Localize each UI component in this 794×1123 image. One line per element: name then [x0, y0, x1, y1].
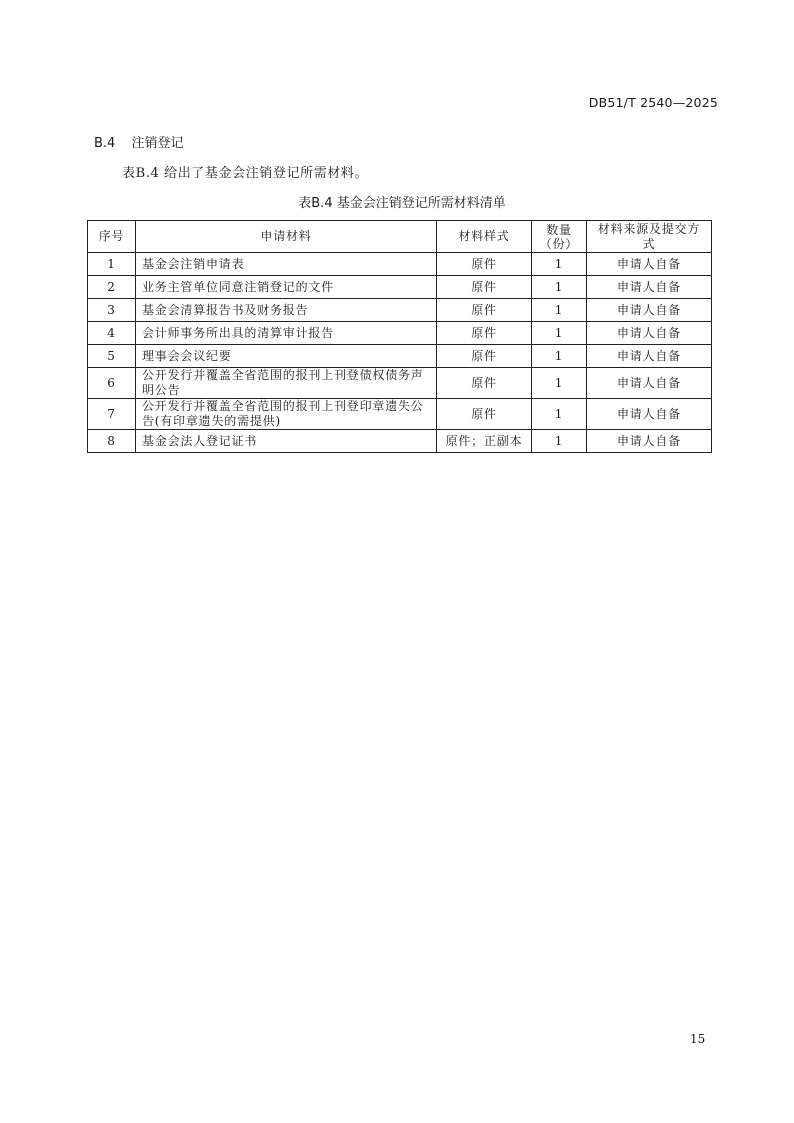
- header-form: 材料样式: [437, 221, 532, 253]
- cell-index: 6: [88, 368, 136, 399]
- table-caption: 表B.4 基金会注销登记所需材料清单: [298, 196, 506, 211]
- cell-material: 公开发行并覆盖全省范围的报刊上刊登印章遗失公告(有印章遗失的需提供): [136, 399, 437, 430]
- cell-form: 原件: [437, 322, 532, 345]
- table-header-row: [88, 221, 712, 253]
- cell-quantity: 1: [532, 345, 587, 368]
- cell-index: 3: [88, 299, 136, 322]
- cell-quantity: 1: [532, 399, 587, 430]
- cell-quantity: 1: [532, 322, 587, 345]
- cell-form: 原件: [437, 345, 532, 368]
- cell-quantity: 1: [532, 299, 587, 322]
- table-row: [88, 299, 712, 322]
- cell-index: 4: [88, 322, 136, 345]
- cell-source: 申请人自备: [587, 399, 712, 430]
- table-row: [88, 345, 712, 368]
- cell-source: 申请人自备: [587, 299, 712, 322]
- cell-material: 公开发行并覆盖全省范围的报刊上刊登债权债务声明公告: [136, 368, 437, 399]
- cell-form: 原件: [437, 368, 532, 399]
- cell-source: 申请人自备: [587, 322, 712, 345]
- cell-index: 8: [88, 430, 136, 453]
- cell-material: 基金会法人登记证书: [136, 430, 437, 453]
- table-row: [88, 399, 712, 430]
- cell-quantity: 1: [532, 430, 587, 453]
- cell-source: 申请人自备: [587, 253, 712, 276]
- table-row: [88, 253, 712, 276]
- document-code: DB51/T 2540—2025: [588, 95, 718, 110]
- page-number: 15: [690, 1032, 706, 1046]
- cell-form: 原件: [437, 299, 532, 322]
- header-material: 申请材料: [136, 221, 437, 253]
- cell-material: 基金会清算报告书及财务报告: [136, 299, 437, 322]
- table-row: [88, 276, 712, 299]
- intro-paragraph: 表B.4 给出了基金会注销登记所需材料。: [122, 166, 369, 181]
- cell-material: 基金会注销申请表: [136, 253, 437, 276]
- cell-quantity: 1: [532, 253, 587, 276]
- cell-quantity: 1: [532, 276, 587, 299]
- cell-form: 原件: [437, 399, 532, 430]
- cell-material: 会计师事务所出具的清算审计报告: [136, 322, 437, 345]
- cell-index: 1: [88, 253, 136, 276]
- materials-table: [87, 220, 712, 453]
- cell-source: 申请人自备: [587, 345, 712, 368]
- header-index: 序号: [88, 221, 136, 253]
- header-quantity: [532, 221, 587, 253]
- cell-source: 申请人自备: [587, 368, 712, 399]
- cell-form: 原件: [437, 253, 532, 276]
- cell-form: 原件；正副本: [437, 430, 532, 453]
- table-row: [88, 430, 712, 453]
- section-title: 注销登记: [131, 136, 184, 151]
- section-heading: [94, 132, 183, 151]
- cell-material: 理事会会议纪要: [136, 345, 437, 368]
- cell-material: 业务主管单位同意注销登记的文件: [136, 276, 437, 299]
- cell-index: 5: [88, 345, 136, 368]
- section-number: B.4: [94, 136, 116, 151]
- cell-form: 原件: [437, 276, 532, 299]
- header-quantity-line1: 数量: [546, 222, 572, 237]
- cell-index: 2: [88, 276, 136, 299]
- cell-index: 7: [88, 399, 136, 430]
- table-row: [88, 322, 712, 345]
- cell-source: 申请人自备: [587, 276, 712, 299]
- header-source: 材料来源及提交方式: [587, 221, 712, 253]
- table-row: [88, 368, 712, 399]
- cell-source: 申请人自备: [587, 430, 712, 453]
- cell-quantity: 1: [532, 368, 587, 399]
- header-quantity-line2: （份）: [539, 236, 579, 251]
